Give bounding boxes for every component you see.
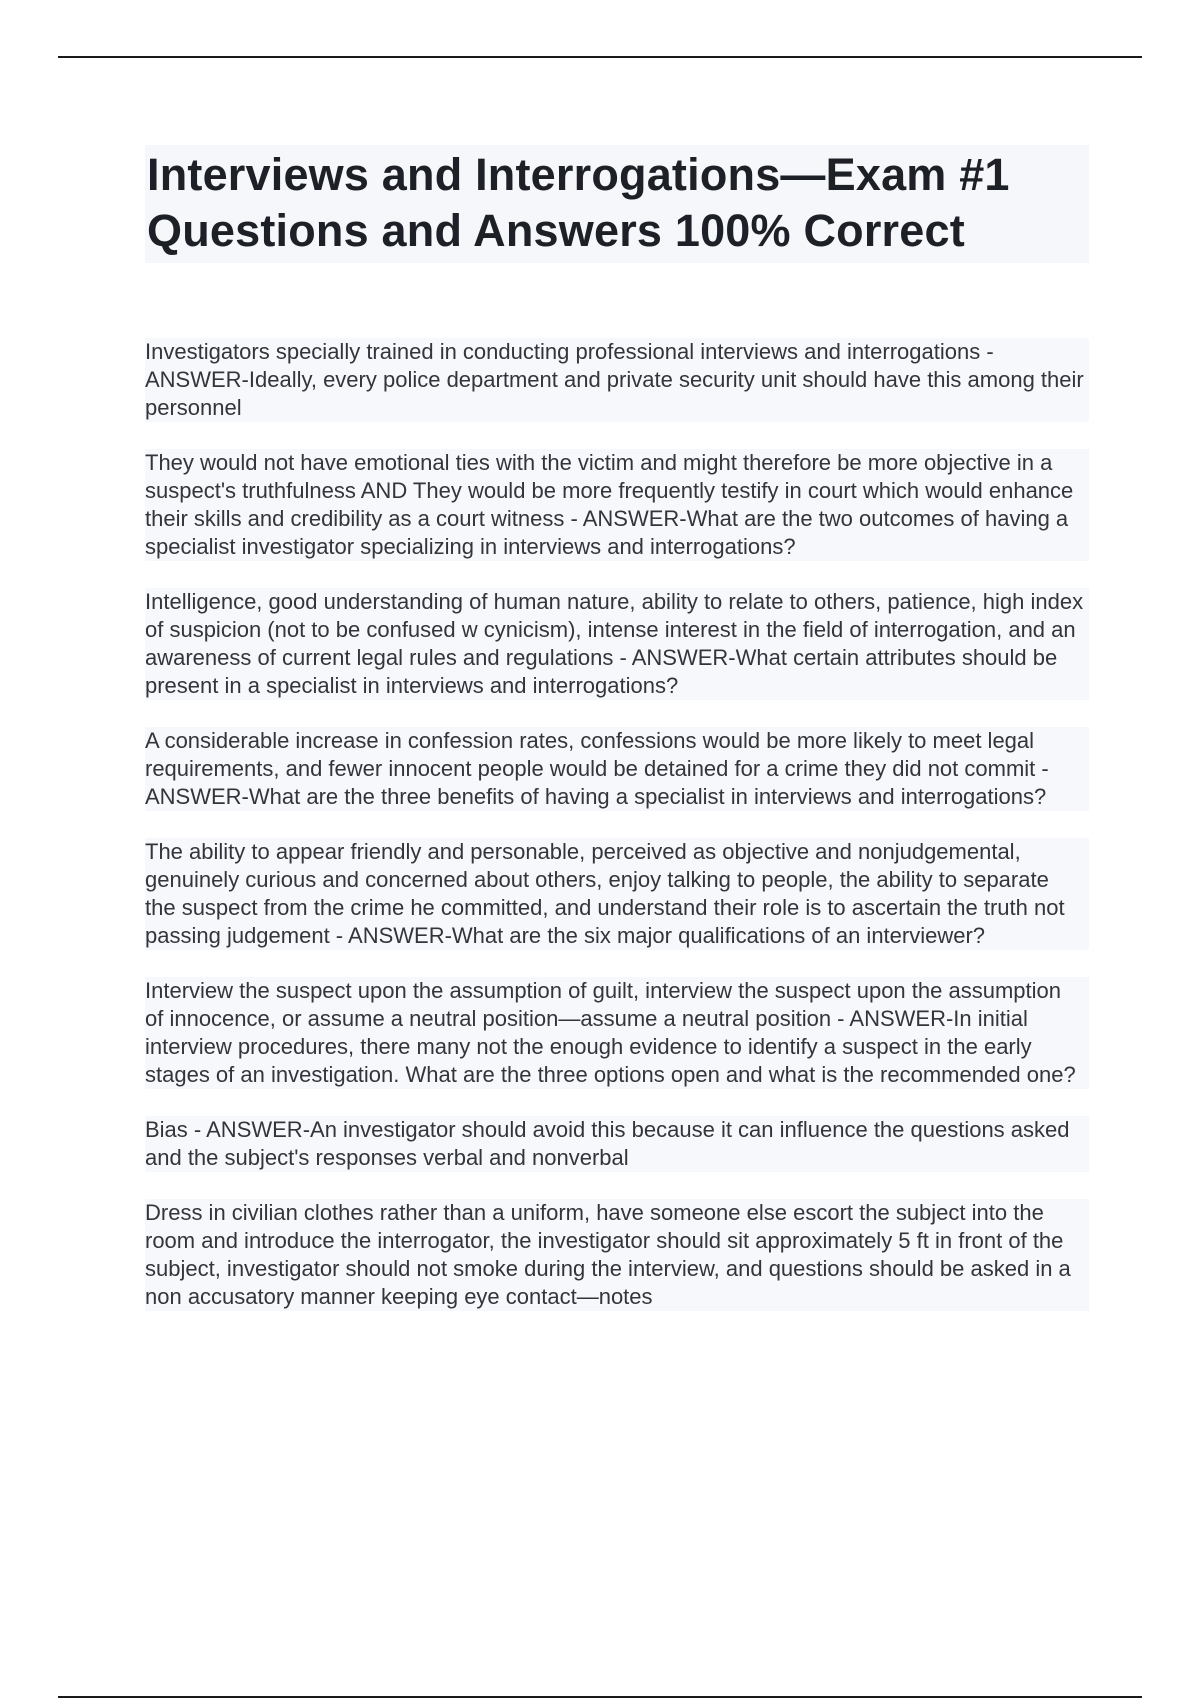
qa-item: A considerable increase in confession rates, confessions would be more likely to meet legal requirements, and fewer innocent people would be detained for a crime they did not commit - ANSWER-What are the three benefits of having a specialist in interviews and interrogations? [145, 727, 1089, 811]
qa-item: The ability to appear friendly and personable, perceived as objective and nonjudgemental, genuinely curious and concerned about others, enjoy talking to people, the ability to separate the suspect from the crime he committed, and understand their role is to ascertain the truth not passing judgement - ANSWER-What are the six major qualifications of an interviewer? [145, 838, 1089, 950]
qa-item: Interview the suspect upon the assumption of guilt, interview the suspect upon the assumption of innocence, or assume a neutral position—assume a neutral position - ANSWER-In initial interview procedures, there many not the enough evidence to identify a suspect in the early stages of an investigation. What are the three options open and what is the recommended one? [145, 977, 1089, 1089]
title-line-2: Questions and Answers 100% Correct [147, 205, 965, 256]
title-line-1: Interviews and Interrogations—Exam #1 [147, 149, 1010, 200]
qa-item: Dress in civilian clothes rather than a uniform, have someone else escort the subject into the room and introduce the interrogator, the investigator should sit approximately 5 ft in front of the subject, investigator should not smoke during the interview, and questions should be asked in a non accusatory manner keeping eye contact—notes [145, 1199, 1089, 1311]
qa-item: Intelligence, good understanding of human nature, ability to relate to others, patience, high index of suspicion (not to be confused w cynicism), intense interest in the field of interrogation, and an awareness of current legal rules and regulations - ANSWER-What certain attributes should be present in a specialist in interviews and interrogations? [145, 588, 1089, 700]
qa-list [145, 338, 1089, 1338]
top-rule [58, 56, 1142, 58]
title-block [145, 145, 1089, 263]
qa-item: Bias - ANSWER-An investigator should avoid this because it can influence the questions asked and the subject's responses verbal and nonverbal [145, 1116, 1089, 1172]
qa-item: They would not have emotional ties with the victim and might therefore be more objective in a suspect's truthfulness AND They would be more frequently testify in court which would enhance their skills and credibility as a court witness - ANSWER-What are the two outcomes of having a specialist investigator specializing in interviews and interrogations? [145, 449, 1089, 561]
qa-item: Investigators specially trained in conducting professional interviews and interrogations - ANSWER-Ideally, every police department and private security unit should have this among their personnel [145, 338, 1089, 422]
page-title [147, 147, 1085, 259]
bottom-rule [58, 1696, 1142, 1698]
